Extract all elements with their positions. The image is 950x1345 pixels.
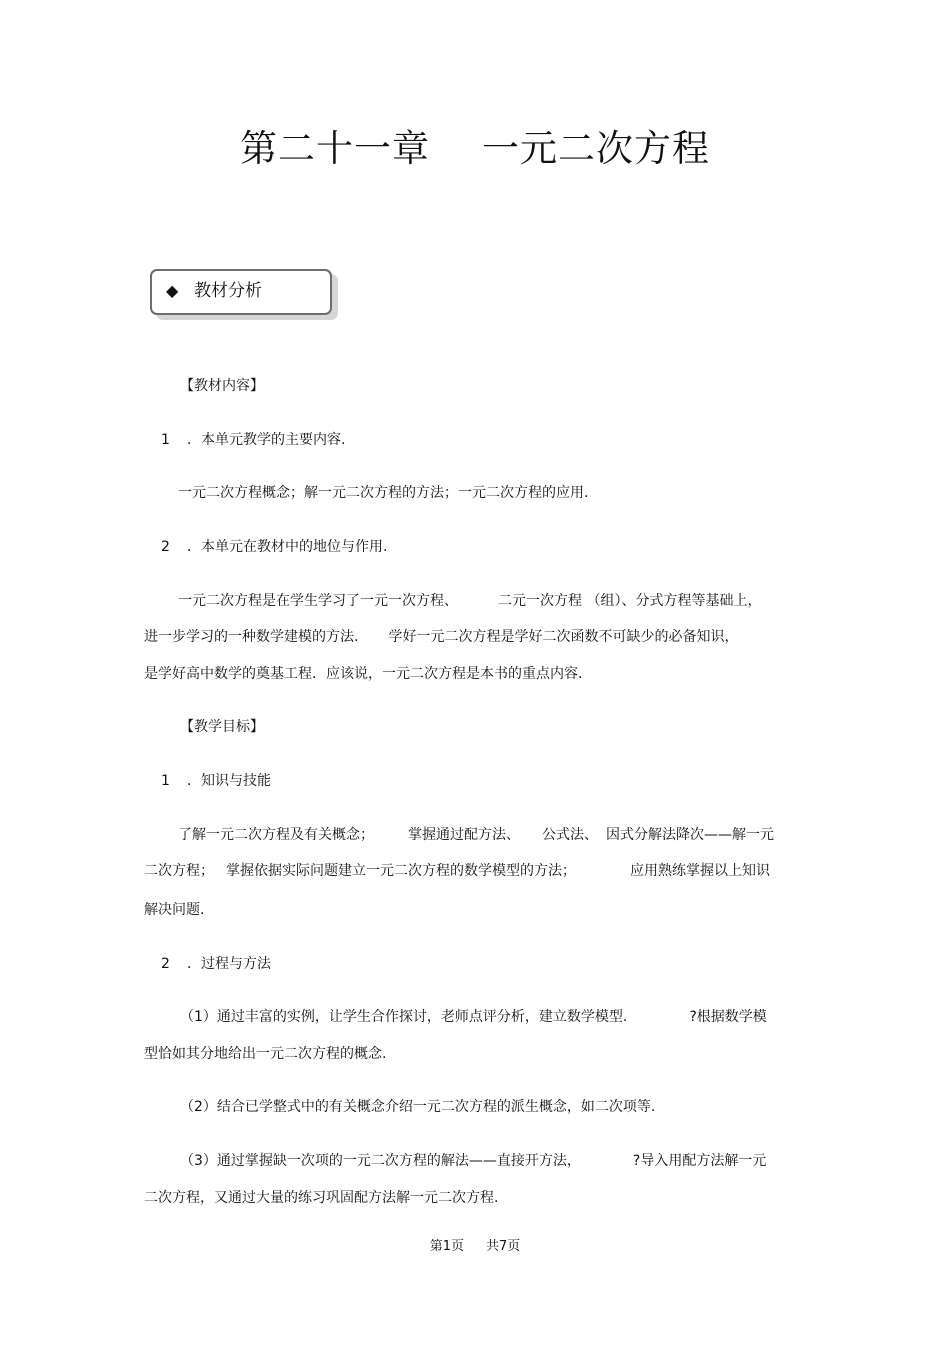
- text-segment: 掌握依据实际问题建立一元二次方程的数学模型的方法；: [226, 863, 576, 879]
- text-segment: （3）通过掌握缺一次项的一元二次方程的解法——直接开方法，: [180, 1153, 581, 1169]
- item-2-number: 2: [161, 539, 170, 555]
- goal-1-text: ．知识与技能: [187, 773, 271, 789]
- item-1-number: 1: [161, 432, 170, 448]
- goal-2-item-2: （2）结合已学整式中的有关概念介绍一元二次方程的派生概念，如二次项等.: [180, 1099, 656, 1115]
- goal-2-item-1-line-2: 型恰如其分地给出一元二次方程的概念.: [144, 1046, 387, 1062]
- text-segment: 一元二次方程是在学生学习了一元一次方程、: [178, 593, 458, 609]
- page-total: 共7页: [486, 1239, 521, 1254]
- chapter-number: 第二十一章: [240, 127, 430, 170]
- goal-2-item-1-line-1: [180, 1008, 767, 1026]
- goal-2-number: 2: [161, 956, 170, 972]
- text-segment: 二次方程；: [144, 863, 214, 879]
- goals-heading: 【教学目标】: [180, 719, 264, 735]
- item-1: [161, 431, 345, 449]
- page-number: 第1页: [429, 1239, 464, 1254]
- text-segment: 进一步学习的一种数学建模的方法.: [144, 629, 359, 645]
- item-2-text: ．本单元在教材中的地位与作用.: [187, 539, 388, 555]
- goal-1-body-line-1: [178, 826, 774, 844]
- goal-2-item-3-line-1: [180, 1152, 766, 1170]
- text-segment: 了解一元二次方程及有关概念；: [178, 827, 374, 843]
- text-segment: ?导入用配方法解一元: [632, 1153, 767, 1169]
- goal-1: [161, 772, 271, 790]
- text-segment: （1）通过丰富的实例，让学生合作探讨，老师点评分析，建立数学模型.: [180, 1009, 628, 1025]
- chapter-title: [0, 118, 950, 172]
- item-2: [161, 538, 387, 556]
- section-label: 教材分析: [194, 281, 262, 301]
- item-2-body-line-3: 是学好高中数学的奠基工程．应该说，一元二次方程是本书的重点内容.: [144, 666, 583, 682]
- section-header-box: [150, 269, 332, 315]
- goal-1-body-line-2: [144, 862, 770, 880]
- text-segment: 二元一次方程 （组）、分式方程等基础上，: [498, 593, 762, 609]
- content-heading: 【教材内容】: [180, 378, 264, 394]
- item-1-body: 一元二次方程概念；解一元二次方程的方法；一元二次方程的应用.: [178, 485, 589, 501]
- item-2-body-line-2: [144, 628, 738, 646]
- goal-2: [161, 955, 271, 973]
- goal-2-item-3-line-2: 二次方程，又通过大量的练习巩固配方法解一元二次方程.: [144, 1190, 499, 1206]
- item-2-body-line-1: [178, 592, 761, 610]
- diamond-bullet-icon: ◆: [166, 281, 179, 300]
- text-segment: 因式分解法降次——解一元: [606, 827, 774, 843]
- goal-1-number: 1: [161, 773, 170, 789]
- text-segment: 学好一元二次方程是学好二次函数不可缺少的必备知识，: [388, 629, 739, 645]
- text-segment: 公式法、: [542, 827, 598, 843]
- item-1-text: ．本单元教学的主要内容.: [187, 432, 346, 448]
- text-segment: ?根据数学模: [689, 1009, 767, 1025]
- text-segment: 应用熟练掌握以上知识: [630, 863, 770, 879]
- page-footer: [0, 1235, 950, 1254]
- text-segment: 掌握通过配方法、: [408, 827, 520, 843]
- goal-2-text: ．过程与方法: [187, 956, 271, 972]
- goal-1-body-line-3: 解决问题.: [144, 902, 205, 918]
- chapter-name: 一元二次方程: [482, 127, 710, 170]
